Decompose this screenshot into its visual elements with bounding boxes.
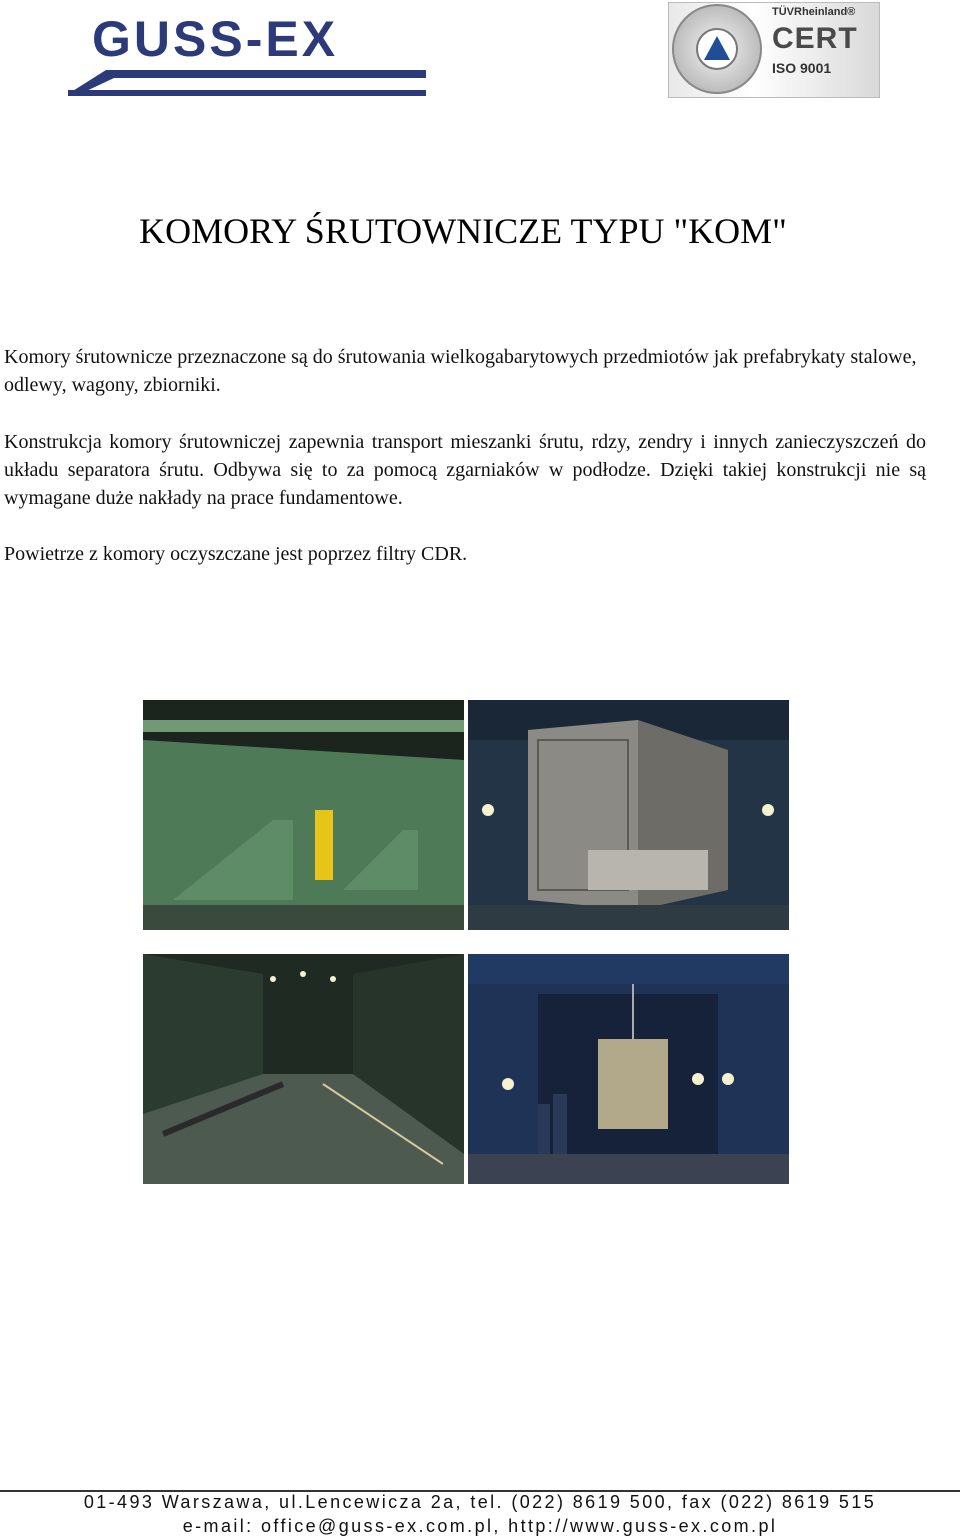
paragraph-construction: Konstrukcja komory śrutowniczej zapewnia transport mieszanki śrutu, rdzy, zendry i innych zanieczyszczeń do układu separatora śrutu. Odbywa się to za pomocą zgarniaków w podłodze. Dzięki takiej konstrukcji nie są wymagane duże nakłady na prace fundamentowe.: [4, 431, 926, 509]
paragraph-air-filtration: Powietrze z komory oczyszczane jest poprzez filtry CDR.: [4, 543, 468, 565]
footer-contact: e-mail: office@guss-ex.com.pl, http://www.guss-ex.com.pl: [182, 1516, 778, 1536]
logo-text: GUSS-EX: [92, 11, 339, 67]
cert-label: CERT: [772, 22, 858, 55]
photo-chamber-floor-scrapers: [143, 954, 464, 1184]
photo-chamber-container: [468, 954, 789, 1184]
photo-chamber-exterior: [143, 700, 464, 930]
tuv-seal-icon: [672, 4, 762, 94]
photo-chamber-doors: [468, 700, 789, 930]
cert-standard: ISO 9001: [772, 60, 832, 76]
logo-swoosh-icon: [66, 48, 428, 98]
tuv-cert-badge: [668, 2, 880, 98]
cert-brand: TÜVRheinland®: [772, 6, 856, 18]
tuv-triangle-icon: [696, 28, 738, 70]
footer-address: 01-493 Warszawa, ul.Lencewicza 2a, tel. (022) 8619 500, fax (022) 8619 515: [83, 1492, 877, 1512]
page-title: KOMORY ŚRUTOWNICZE TYPU "KOM": [139, 211, 787, 251]
company-logo: [66, 8, 428, 96]
paragraph-purpose: Komory śrutownicze przeznaczone są do śrutowania wielkogabarytowych przedmiotów jak prefabrykaty stalowe, odlewy, wagony, zbiorniki.: [4, 346, 917, 396]
